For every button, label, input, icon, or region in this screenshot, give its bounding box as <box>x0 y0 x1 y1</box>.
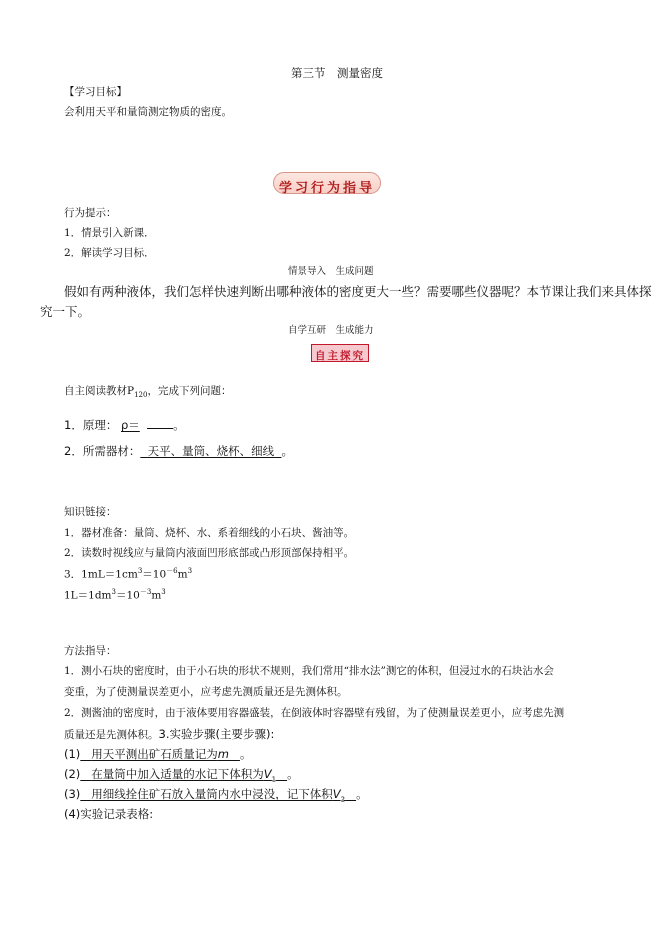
link-unit-l: $1L=1dm^3=10^{-3}m^3$ <box>64 588 166 602</box>
banner-label: 学习行为指导 <box>278 181 375 196</box>
method-header: 方法指导： <box>64 645 117 657</box>
intro-paragraph-line: 假如有两种液体，我们怎样快速判断出哪种液体的密度更大一些？需要哪些仪器呢？本节课让我们来具体探 <box>64 284 652 299</box>
intro-heading: 情景导入 生成问题 <box>288 266 374 277</box>
step-item: (4)实验记录表格: <box>64 807 154 821</box>
method-paragraph-line: 变重，为了使测量误差更小，应考虑先测质量还是先测体积。 <box>64 686 348 698</box>
method-paragraph-line: 质量还是先测体积。3.实验步骤(主要步骤): <box>64 727 275 741</box>
hints-header: 行为提示： <box>64 207 117 219</box>
link-item: 1．器材准备：量筒、烧杯、水、系着细线的小石块、酱油等。 <box>64 527 355 539</box>
hint-item: 2．解读学习目标． <box>64 247 155 259</box>
steps-header: 3.实验步骤(主要步骤): <box>158 727 275 741</box>
method-paragraph-line: 1．测小石块的密度时，由于小石块的形状不规则，我们常用“排水法”测它的体积，但浸过水的石块沾水会 <box>64 665 554 677</box>
reading-instruction: 自主阅读教材$P_{120}$，完成下列问题： <box>64 385 232 400</box>
page-title: 第三节 测量密度 <box>291 66 383 80</box>
self-study-heading: 自学互研 生成能力 <box>288 325 374 336</box>
section-banner <box>273 172 381 194</box>
step-item: (3) 用细线拴住矿石放入量筒内水中浸没，记下体积$V_2$ 。 <box>64 787 368 804</box>
question-principle: 1．原理： ρ＝ 。 <box>64 418 185 432</box>
hint-item: 1．情景引入新课． <box>64 227 155 239</box>
question-equipment: 2．所需器材： 天平、量筒、烧杯、细线 。 <box>64 444 293 458</box>
link-unit-ml: 3．$1mL=1cm^3=10^{-6}m^3$ <box>64 567 193 581</box>
method-paragraph-line: 2．测酱油的密度时，由于液体要用容器盛装，在倒液体时容器壁有残留，为了使测量误差更小，应考虑先测 <box>64 707 565 719</box>
equipment-answer: 天平、量筒、烧杯、细线 <box>147 444 275 458</box>
goal-text: 会利用天平和量筒测定物质的密度。 <box>64 106 232 118</box>
link-item: 2．读数时视线应与量筒内液面凹形底部或凸形顶部保持相平。 <box>64 547 355 559</box>
goal-header: 【学习目标】 <box>64 86 127 98</box>
self-explore-tag <box>311 344 369 362</box>
step-item: (2) 在量筒中加入适量的水记下体积为$V_1$ 。 <box>64 767 299 784</box>
links-header: 知识链接： <box>64 506 117 518</box>
intro-paragraph-line: 究一下。 <box>40 304 91 319</box>
tag-label: 自主探究 <box>315 350 365 362</box>
step-item: (1) 用天平测出矿石质量记为m 。 <box>64 747 252 761</box>
